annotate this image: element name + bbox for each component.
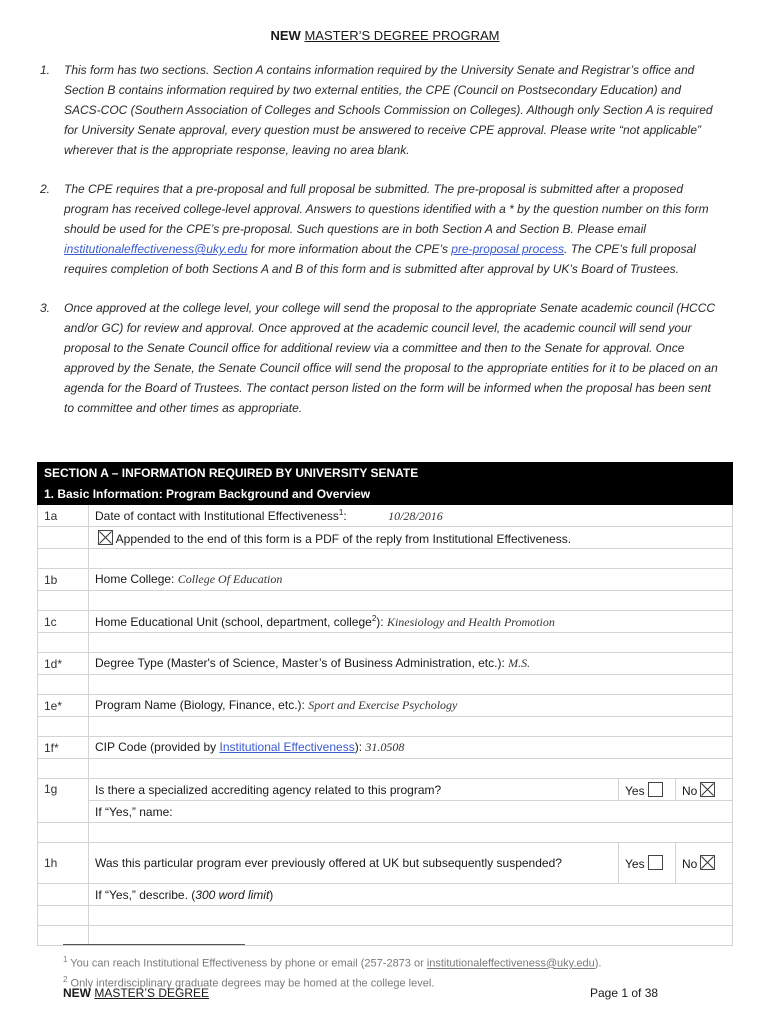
instruction-text: . The CPE’s full proposal requires completion of both Sections A and B of this form and is submitted after approval by UK’s Board of Trustees. (64, 242, 696, 276)
row-1f (38, 737, 733, 759)
row-code: 1e* (38, 695, 89, 717)
question-label: Home College: (95, 572, 178, 586)
row-content (89, 611, 733, 633)
no-checkbox[interactable] (700, 855, 715, 870)
instructions-list (38, 60, 718, 437)
title-program: MASTER’S DEGREE PROGRAM (304, 28, 500, 43)
spacer (38, 906, 89, 926)
row-content (89, 569, 733, 591)
page-number: Page 1 of 38 (590, 986, 659, 1000)
instruction-text: for more information about the CPE’s (247, 242, 452, 256)
row-code: 1b (38, 569, 89, 591)
word-limit: 300 word limit (195, 887, 270, 902)
spacer (89, 759, 733, 779)
yes-checkbox[interactable] (648, 782, 663, 797)
row-content (89, 695, 733, 717)
row-1e (38, 695, 733, 717)
row-code: 1h (38, 843, 89, 884)
spacer (89, 926, 733, 946)
footnote-number: 2 (63, 974, 68, 984)
follow-up-prompt (89, 884, 733, 906)
spacer (38, 549, 89, 569)
spacer (89, 717, 733, 737)
spacer (89, 549, 733, 569)
row-content (89, 653, 733, 675)
follow-end: ) (269, 887, 274, 902)
footnote-ref: 2 (371, 613, 377, 623)
spacer (38, 759, 89, 779)
answer-area[interactable] (89, 906, 733, 926)
spacer (38, 823, 89, 843)
section-a-table (37, 462, 733, 946)
instruction-text: This form has two sections. Section A contains information required by the University Senate and Registrar’s office and Section B contains information required by two external entities, the CPE (Council on Postsecondary Education) and SACS-COC (Southern Association of Colleges and Schools Commission on Colleges). Although only Section A is required for University Senate approval, every question must be answered to receive CPE approval. Please write “not applicable” wherever that is the appropriate response, leaving no area blank. (64, 63, 713, 157)
footnote-text-end: ). (594, 957, 602, 970)
no-label: No (682, 783, 698, 798)
colon: : (343, 508, 347, 523)
row-code: 1a (38, 505, 89, 527)
answer-home-college[interactable]: College Of Education (177, 572, 283, 586)
ie-email-link[interactable]: institutionaleffectiveness@uky.edu (64, 242, 248, 256)
row-code: 1c (38, 611, 89, 633)
row-1g (38, 779, 733, 801)
instruction-text: Once approved at the college level, your college will send the proposal to the appropriate Senate academic council (HCCC and/or GC) for review and approval. Once approved at the academic council level, the academic council will send your proposal to the Senate Council office for additional review via a committee and then to the Senate for approval. Once approved by the Senate, the Senate Council office will send the proposal to the appropriate entities for it to be placed on an agenda for the Board of Trustees. The contact person listed on the form will be informed when the proposal has been sent to committee and other times as appropriate. (64, 301, 718, 415)
footnote-1 (63, 952, 601, 972)
question-label-end: ): (376, 614, 387, 629)
yes-label: Yes (625, 783, 645, 798)
question-label: Home Educational Unit (school, department, college (95, 614, 372, 629)
section-subtitle: 1. Basic Information: Program Background and Overview (38, 484, 733, 505)
row-1d (38, 653, 733, 675)
instruction-number: 2. (40, 182, 51, 196)
footer-new: NEW (63, 986, 91, 1000)
section-a-title: SECTION A – INFORMATION REQUIRED BY UNIVERSITY SENATE (38, 463, 733, 484)
footnote-divider (63, 944, 245, 945)
question-label: Is there a specialized accrediting agency related to this program? (89, 779, 619, 801)
checkbox-label: Appended to the end of this form is a PDF of the reply from Institutional Effectiveness. (115, 531, 572, 546)
row-code-empty (38, 884, 89, 906)
no-checkbox[interactable] (700, 782, 715, 797)
instruction-number: 3. (40, 301, 51, 315)
question-label-end: ): (354, 740, 366, 754)
answer-cip-code[interactable]: 31.0508 (365, 740, 405, 754)
row-1g-follow (38, 801, 733, 823)
row-1a (38, 505, 733, 527)
follow-text: If “Yes,” describe. ( (95, 887, 196, 902)
instruction-item-3 (38, 298, 718, 418)
no-option (676, 779, 733, 801)
ie-link[interactable]: Institutional Effectiveness (219, 740, 355, 754)
spacer (38, 675, 89, 695)
row-1h-follow (38, 884, 733, 906)
pre-proposal-process-link[interactable]: pre-proposal process (451, 242, 565, 256)
appended-checkbox[interactable] (98, 530, 113, 545)
spacer (38, 717, 89, 737)
instruction-item-2 (38, 179, 718, 279)
yes-label: Yes (625, 857, 645, 871)
question-label: Date of contact with Institutional Effectiveness (95, 508, 339, 523)
answer-program-name[interactable]: Sport and Exercise Psychology (308, 698, 458, 712)
instruction-number: 1. (40, 63, 51, 77)
answer-date[interactable]: 10/28/2016 (388, 508, 443, 523)
no-option (676, 843, 733, 884)
page-title (0, 28, 770, 43)
spacer (38, 926, 89, 946)
footnote-number: 1 (63, 955, 68, 964)
footer-degree: MASTER’S DEGREE (94, 986, 210, 1000)
question-label: Program Name (Biology, Finance, etc.): (95, 698, 309, 712)
no-label: No (682, 857, 698, 871)
row-code: 1f* (38, 737, 89, 759)
footnote-email-link[interactable]: institutionaleffectiveness@uky.edu (426, 957, 595, 970)
question-label: Degree Type (Master's of Science, Master’s of Business Administration, etc.): (95, 656, 509, 670)
spacer (89, 823, 733, 843)
title-new: NEW (270, 28, 301, 43)
row-content (89, 527, 733, 549)
spacer (38, 591, 89, 611)
question-label: Was this particular program ever previously offered at UK but subsequently suspended? (89, 843, 619, 884)
spacer (89, 675, 733, 695)
row-content (89, 505, 733, 527)
footer-title (63, 986, 209, 1000)
answer-degree-type[interactable]: M.S. (508, 656, 531, 670)
row-1b (38, 569, 733, 591)
spacer (89, 633, 733, 653)
answer-home-unit[interactable]: Kinesiology and Health Promotion (386, 614, 555, 629)
row-content (89, 737, 733, 759)
row-code: 1g (38, 779, 89, 823)
follow-up-prompt: If “Yes,” name: (89, 801, 733, 823)
row-1h (38, 843, 733, 884)
row-1c (38, 611, 733, 633)
spacer (38, 633, 89, 653)
yes-option (619, 843, 676, 884)
row-code-empty (38, 527, 89, 549)
instruction-text: The CPE requires that a pre-proposal and full proposal be submitted. The pre-proposal is submitted after a proposed program has received college-level approval. Answers to questions identified with a * by the question number on this form should be used for the CPE’s pre-proposal. Such questions are in both Section A and Section B. Please email (64, 182, 709, 236)
row-1a-checkbox (38, 527, 733, 549)
yes-checkbox[interactable] (648, 855, 663, 870)
footnote-text: Only interdisciplinary graduate degrees may be homed at the college level. (67, 977, 435, 990)
question-label: CIP Code (provided by (95, 740, 220, 754)
row-code: 1d* (38, 653, 89, 675)
footnote-ref: 1 (338, 507, 344, 517)
spacer (89, 591, 733, 611)
footnote-text: You can reach Institutional Effectiveness by phone or email (257-2873 or (67, 957, 427, 970)
instruction-item-1 (38, 60, 718, 160)
yes-option (619, 779, 676, 801)
